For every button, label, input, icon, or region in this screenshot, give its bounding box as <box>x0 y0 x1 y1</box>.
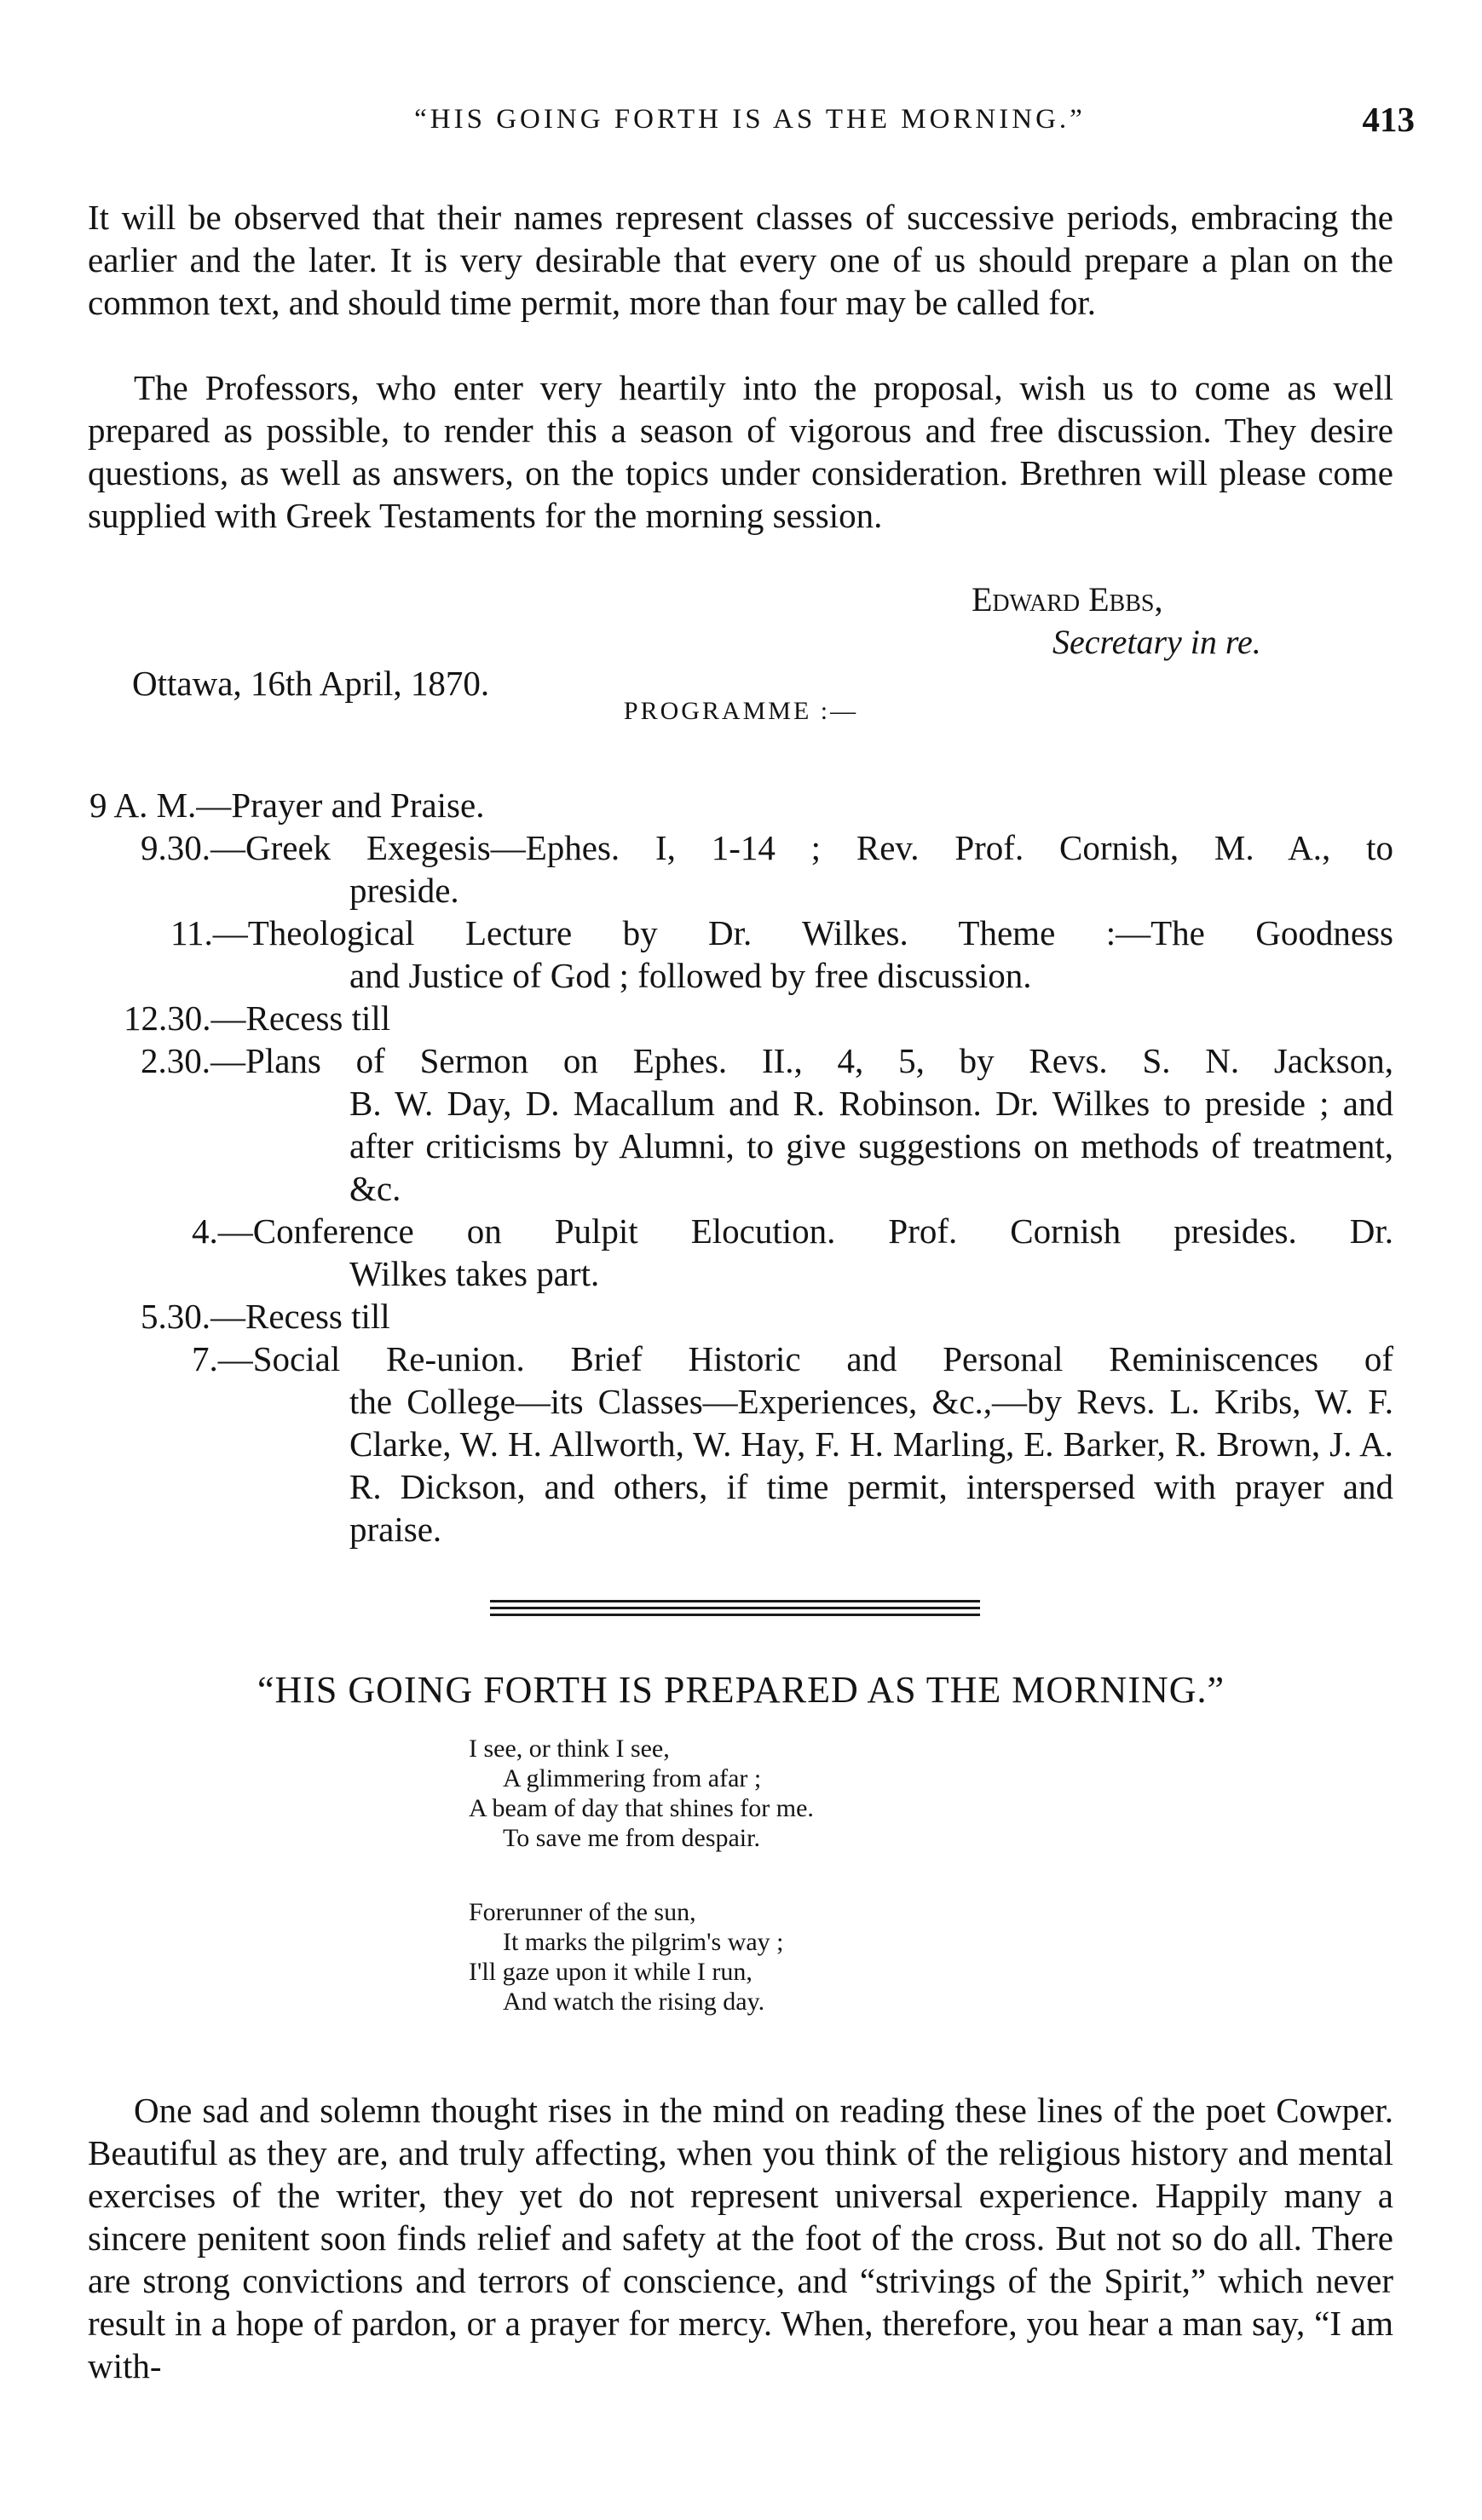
programme-item: 9.30.—Greek Exegesis—Ephes. I, 1-14 ; Rev. Prof. Cornish, M. A., to <box>141 828 1393 867</box>
poem-line: I'll gaze upon it while I run, <box>469 1958 753 1986</box>
section-divider <box>490 1600 980 1602</box>
signature-role: Secretary in re. <box>1052 623 1261 661</box>
programme-item-continuation: Wilkes takes part. <box>349 1254 600 1293</box>
programme-item-continuation: B. W. Day, D. Macallum and R. Robinson. Dr. Wilkes to preside ; and after criticisms by Alumni, to give suggestions on methods of treatment, &c. <box>349 1084 1393 1208</box>
programme-item-continuation: preside. <box>349 871 459 910</box>
article-title: “HIS GOING FORTH IS PREPARED AS THE MORNING.” <box>257 1669 1225 1711</box>
poem-stanza-1 <box>469 1734 814 1853</box>
poem-line: A beam of day that shines for me. <box>469 1794 814 1822</box>
programme-item-continuation: and Justice of God ; followed by free discussion. <box>349 956 1032 995</box>
poem-line: I see, or think I see, <box>469 1735 670 1763</box>
poem-line: To save me from despair. <box>503 1824 760 1852</box>
article-body-paragraph: One sad and solemn thought rises in the mind on reading these lines of the poet Cowper. Beautiful as they are, and truly affecting, when you think of the religious history and mental exercises of the writer, they yet do not represent universal experience. Happily many a sincere penitent soon finds relief and safety at the foot of the cross. But not so do all. There are strong convictions and terrors of conscience, and “strivings of the Spirit,” which never result in a hope of pardon, or a prayer for mercy. When, therefore, you hear a man say, “I am with- <box>88 2091 1393 2385</box>
poem-line: It marks the pilgrim's way ; <box>503 1928 784 1956</box>
notice-paragraph-1: It will be observed that their names represent classes of successive periods, embracing the earlier and the later. It is very desirable that every one of us should prepare a plan on the common text, and should time permit, more than four may be called for. <box>88 198 1393 322</box>
poem-line: A glimmering from afar ; <box>503 1764 762 1792</box>
page-number: 413 <box>1362 100 1415 139</box>
poem-line: Forerunner of the sun, <box>469 1898 696 1926</box>
programme-item: 12.30.—Recess till <box>124 998 391 1038</box>
programme-item: 5.30.—Recess till <box>141 1297 390 1336</box>
section-divider <box>490 1614 980 1616</box>
poem-stanza-2 <box>469 1897 784 2017</box>
programme-heading: PROGRAMME :— <box>623 697 859 725</box>
running-head-title: “HIS GOING FORTH IS AS THE MORNING.” <box>414 104 1086 135</box>
programme-item: 2.30.—Plans of Sermon on Ephes. II., 4, 5, by Revs. S. N. Jackson, <box>141 1041 1393 1080</box>
programme-item: 7.—Social Re-union. Brief Historic and Personal Reminiscences of <box>192 1339 1393 1378</box>
poem-line: And watch the rising day. <box>503 1988 765 2016</box>
programme-item-continuation: the College—its Classes—Experiences, &c.,—by Revs. L. Kribs, W. F. Clarke, W. H. Allworth, W. Hay, F. H. Marling, E. Barker, R. Brown, J. A. R. Dickson, and others, if time permit, interspersed with prayer and praise. <box>349 1382 1393 1549</box>
dateline: Ottawa, 16th April, 1870. <box>132 664 490 703</box>
running-head <box>85 95 1415 138</box>
programme-item: 4.—Conference on Pulpit Elocution. Prof. Cornish presides. Dr. <box>192 1211 1393 1251</box>
programme-item: 11.—Theological Lecture by Dr. Wilkes. Theme :—The Goodness <box>170 913 1393 952</box>
programme-item: 9 A. M.—Prayer and Praise. <box>89 785 485 825</box>
section-divider <box>490 1607 980 1609</box>
notice-paragraph-2: The Professors, who enter very heartily into the proposal, wish us to come as well prepared as possible, to render this a season of vigorous and free discussion. They desire questions, as well as answers, on the topics under consideration. Brethren will please come supplied with Greek Testaments for the morning session. <box>88 368 1393 535</box>
signature-name: Edward Ebbs, <box>972 580 1163 618</box>
